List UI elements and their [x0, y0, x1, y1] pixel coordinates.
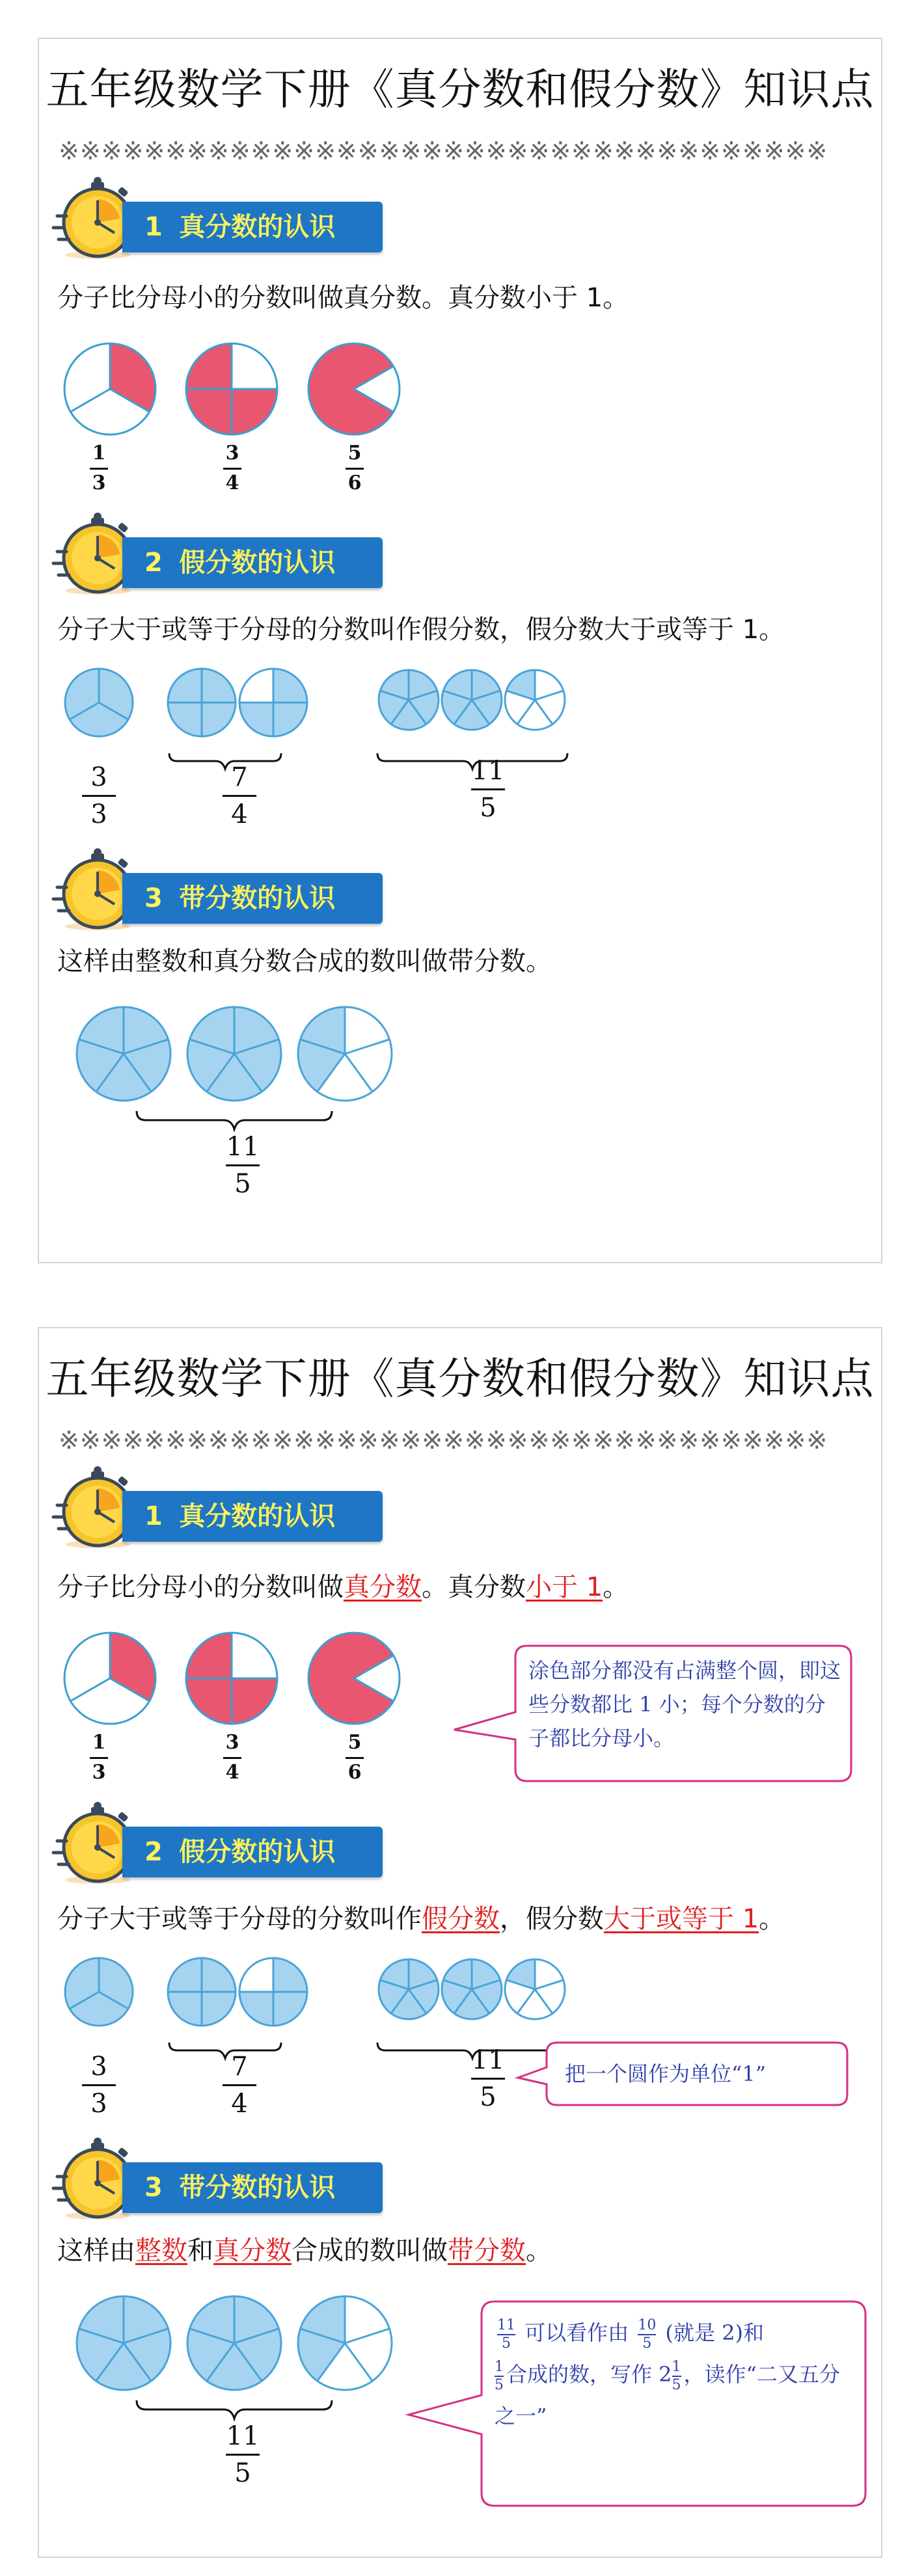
- definition-text: 。: [759, 1904, 785, 1934]
- fraction-1-5: $\frac{1}{5}$: [672, 2358, 681, 2393]
- fraction-10-5: $\frac{10}{5}$: [638, 2316, 657, 2352]
- note-text: 合成的数，写作 2: [506, 2362, 672, 2387]
- definition-text: 合成的数叫做: [292, 2236, 448, 2266]
- section-header-mixed: [57, 2138, 396, 2222]
- definition-text: 。真分数: [422, 1572, 526, 1602]
- section-bar: [122, 873, 383, 924]
- improper-fraction-definition: 分子大于或等于分母的分数叫作假分数，假分数大于或等于 1。: [57, 615, 785, 645]
- key-term: 假分数: [422, 1904, 500, 1934]
- fraction-label: 11 5: [471, 756, 505, 823]
- note-text: ，读作“二又五分之一”: [495, 2362, 840, 2428]
- section-bar: [122, 1827, 383, 1877]
- improper-fraction-definition-highlighted: [57, 1901, 785, 1937]
- fraction-label: 1 3: [73, 1732, 125, 1784]
- section-label: 真分数的认识: [179, 212, 336, 242]
- section-header-mixed: [57, 848, 396, 933]
- section-label: 带分数的认识: [179, 883, 336, 913]
- callout-note-unit: 把一个圆作为单位“1”: [565, 2061, 767, 2086]
- proper-fraction-circles: [61, 338, 426, 442]
- proper-fraction-circles: [61, 1628, 426, 1732]
- key-term: 整数: [135, 2236, 187, 2266]
- fraction-label: 11 5: [226, 2421, 260, 2488]
- fraction-label: 7 4: [213, 762, 265, 829]
- mixed-number-circles: [72, 2291, 436, 2421]
- key-term: 真分数: [344, 1572, 422, 1602]
- proper-fraction-definition: 分子比分母小的分数叫做真分数。真分数小于 1。: [57, 283, 629, 313]
- section-bar: [122, 537, 383, 588]
- section-label: 真分数的认识: [179, 1501, 336, 1531]
- section-number: 3: [144, 2173, 163, 2203]
- section-label: 假分数的认识: [179, 1837, 336, 1867]
- callout-note-proper: 涂色部分都没有占满整个圆，即这些分数都比 1 小；每个分数的分子都比分母小。: [528, 1658, 841, 1751]
- circle-one-third: [64, 343, 156, 435]
- definition-text: 分子大于或等于分母的分数叫作: [57, 1904, 422, 1934]
- section-bar: [122, 202, 383, 252]
- circle-five-sixths: [308, 343, 400, 435]
- section-number: 3: [144, 883, 163, 913]
- section-number: 1: [144, 212, 163, 242]
- section-number: 2: [144, 548, 163, 578]
- fraction-label: 11 5: [226, 1132, 260, 1199]
- fraction-label: 5 6: [329, 1732, 381, 1784]
- page-title: 五年级数学下册《真分数和假分数》知识点: [46, 64, 875, 114]
- section-label: 假分数的认识: [179, 548, 336, 578]
- key-term: 带分数: [448, 2236, 526, 2266]
- fraction-label: 11 5: [471, 2045, 505, 2112]
- section-header-improper: [57, 513, 396, 597]
- note-text: 可以看作由: [524, 2320, 629, 2345]
- worksheet-card-annotated: [38, 1327, 882, 2558]
- improper-fraction-circles: [59, 662, 644, 773]
- circle-three-quarters: [186, 343, 277, 435]
- key-term: 真分数: [213, 2236, 292, 2266]
- definition-text: 这样由: [57, 2236, 135, 2266]
- asterism-divider: ※※※※※※※※※※※※※※※※※※※※※※※※※※※※※※※※※※※※: [59, 1426, 828, 1455]
- section-header-improper: [57, 1802, 396, 1886]
- definition-text: ，假分数: [500, 1904, 604, 1934]
- fraction-label: 3 4: [206, 1732, 258, 1784]
- section-label: 带分数的认识: [179, 2173, 336, 2203]
- page-title: 五年级数学下册《真分数和假分数》知识点: [46, 1354, 875, 1404]
- fraction-label: 7 4: [213, 2052, 265, 2119]
- fraction-label: 3 4: [206, 442, 258, 494]
- callout-note-mixed: [495, 2312, 846, 2437]
- definition-text: 和: [187, 2236, 213, 2266]
- asterism-divider: ※※※※※※※※※※※※※※※※※※※※※※※※※※※※※※※※※※※※: [59, 137, 828, 165]
- fraction-label: 1 3: [73, 442, 125, 494]
- key-term: 小于 1: [526, 1572, 603, 1602]
- fraction-label: 5 6: [329, 442, 381, 494]
- note-text: (就是 2)和: [665, 2320, 765, 2345]
- section-header-proper: [57, 1466, 396, 1551]
- worksheet-card-plain: [38, 38, 882, 1263]
- definition-text: 。: [603, 1572, 629, 1602]
- mixed-number-definition: 这样由整数和真分数合成的数叫做带分数。: [57, 946, 552, 976]
- key-term: 大于或等于 1: [604, 1904, 759, 1934]
- fraction-1-5: $\frac{1}{5}$: [495, 2358, 504, 2393]
- definition-text: 。: [526, 2236, 552, 2266]
- section-bar: [122, 1491, 383, 1542]
- section-header-proper: [57, 177, 396, 262]
- section-bar: [122, 2162, 383, 2213]
- fraction-11-5: $\frac{11}{5}$: [497, 2316, 515, 2352]
- section-number: 2: [144, 1837, 163, 1867]
- proper-fraction-definition-highlighted: [57, 1569, 629, 1605]
- definition-text: 分子比分母小的分数叫做: [57, 1572, 344, 1602]
- fraction-label: 3 3: [73, 762, 125, 829]
- section-number: 1: [144, 1501, 163, 1531]
- mixed-number-circles: [72, 1002, 436, 1132]
- mixed-number-definition-highlighted: [57, 2233, 552, 2269]
- fraction-label: 3 3: [73, 2052, 125, 2119]
